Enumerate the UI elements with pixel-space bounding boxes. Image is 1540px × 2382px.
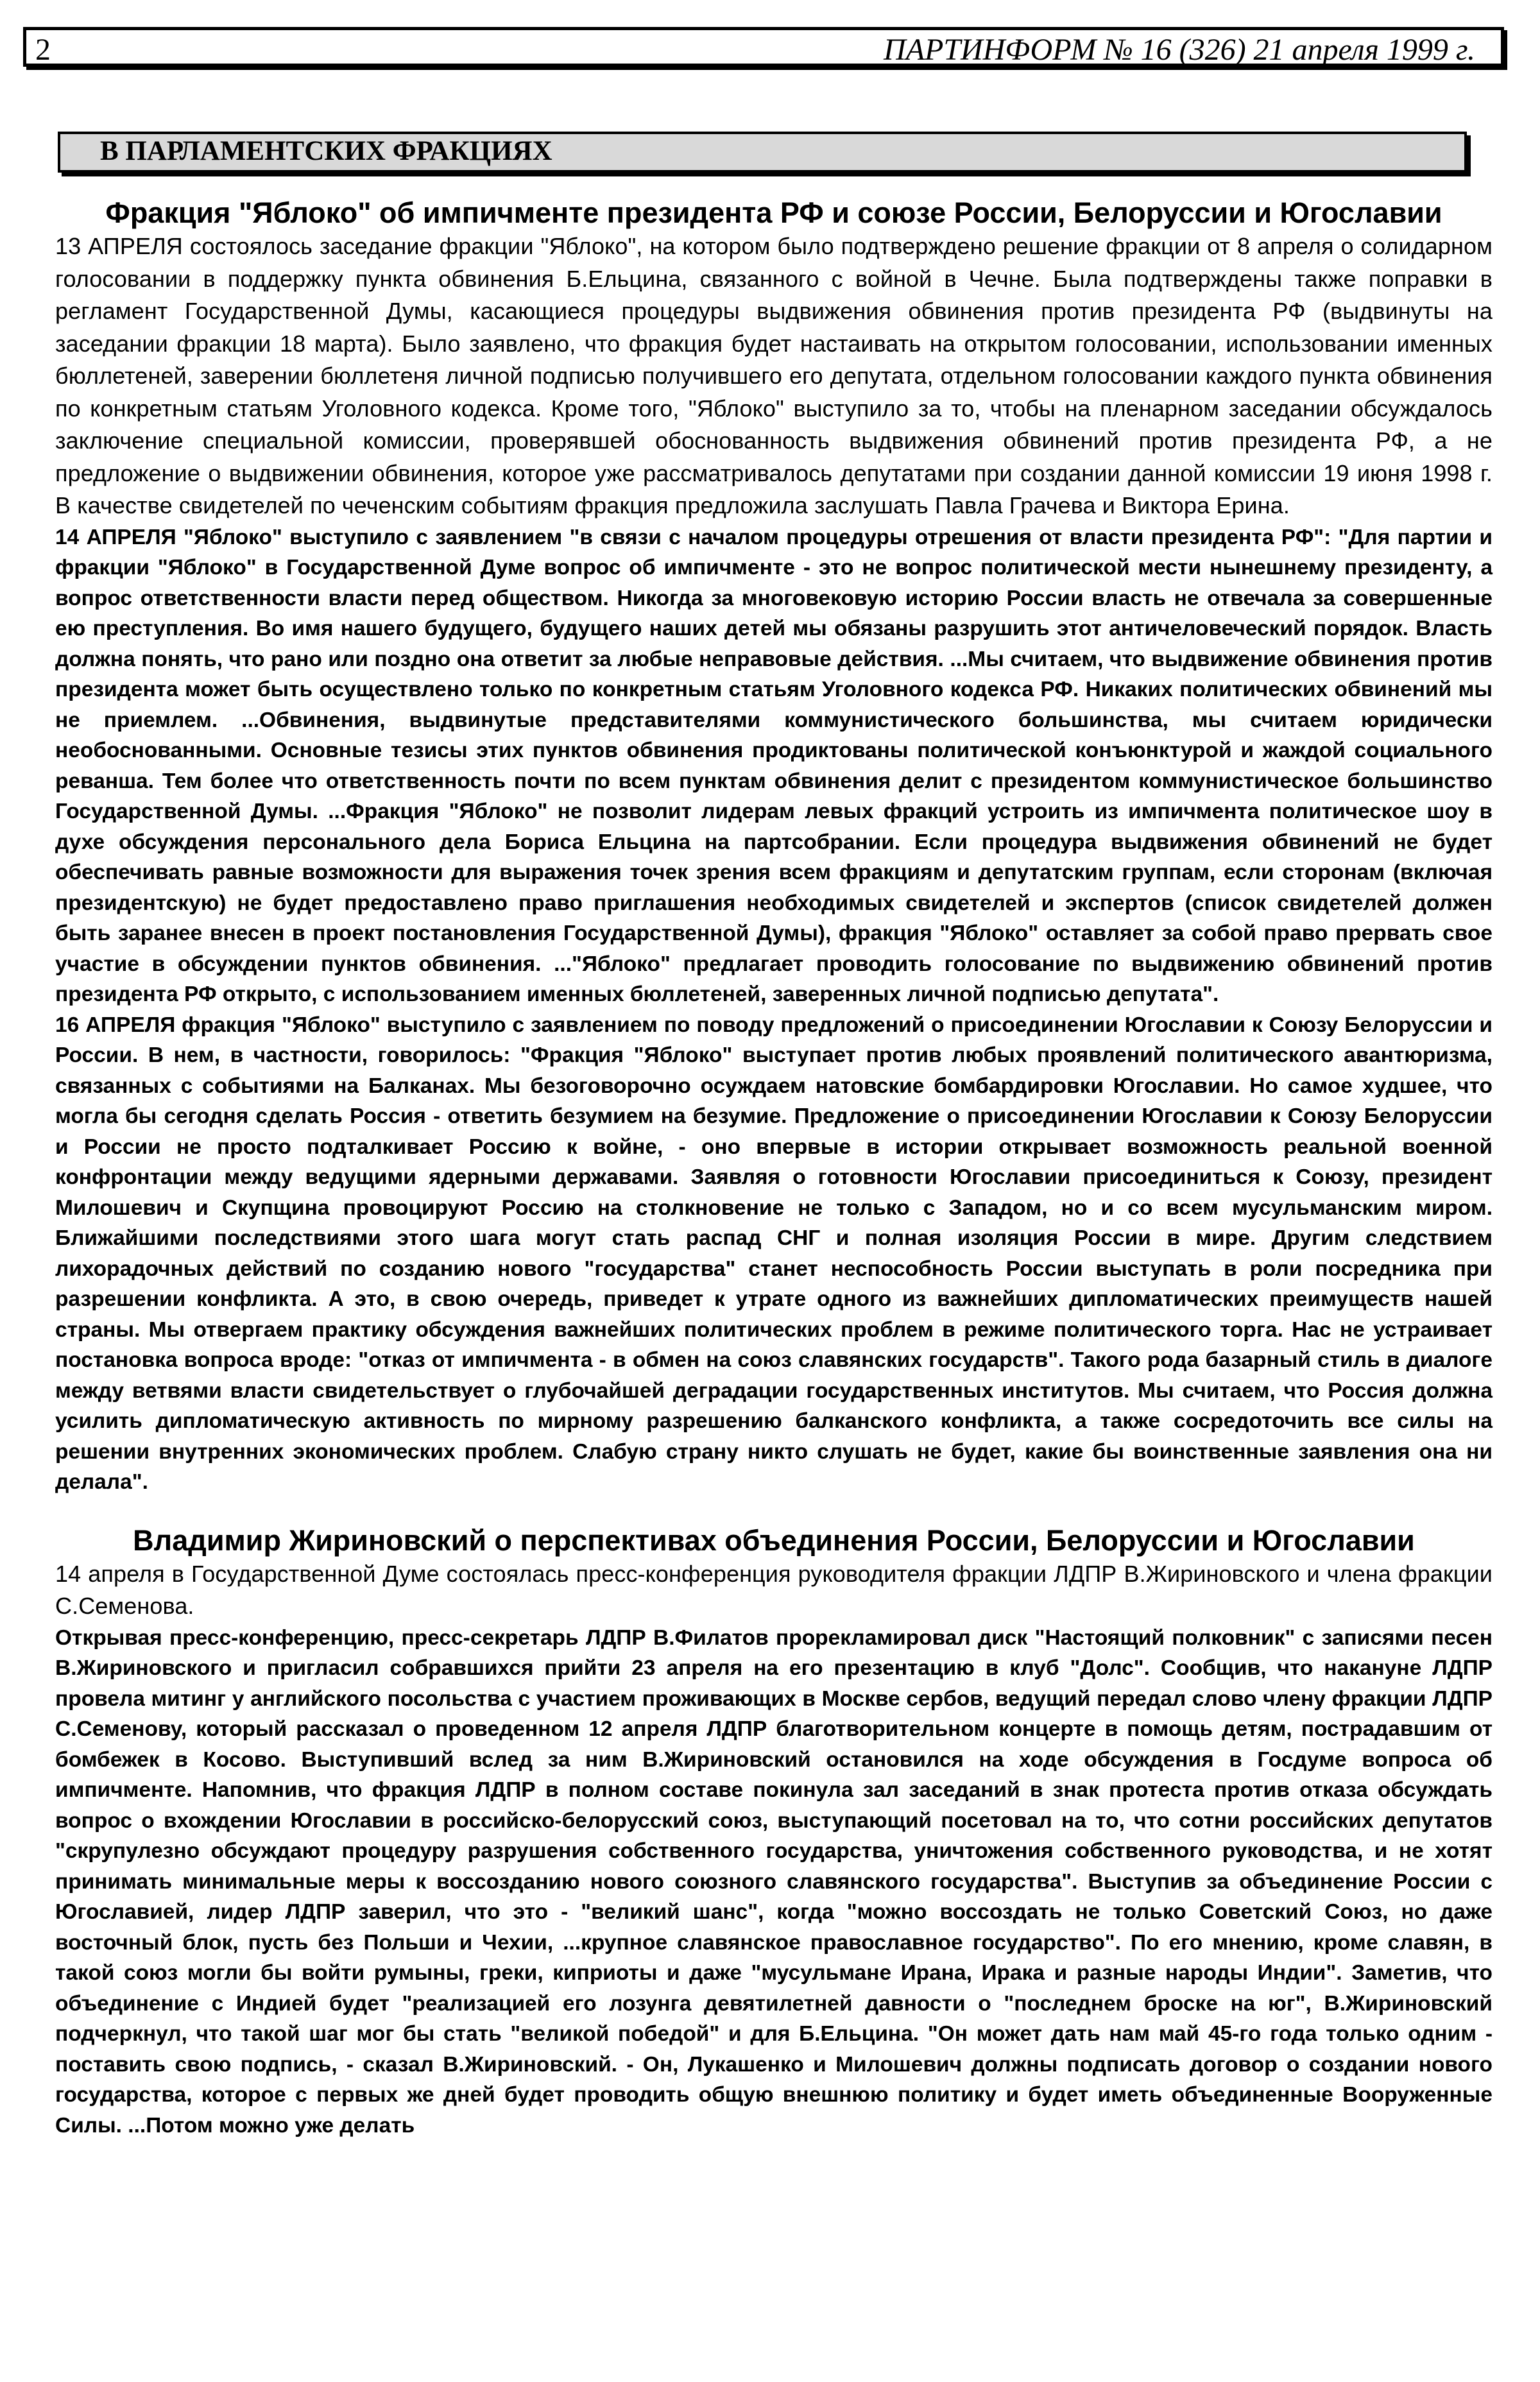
article-lead-paragraph: 13 АПРЕЛЯ состоялось заседание фракции "Яблоко", на котором было подтверждено решение фракции от 8 апреля о солидарном голосовании в поддержку пункта обвинения Б.Ельцина, связанного с войной в Чечне. Была подтверждены также поправки в регламент Государственной Думы, касающиеся процедуры выдвижения обвинения против президента РФ (выдвинуты на заседании фракции 18 марта). Было заявлено, что фракция будет настаивать на открытом голосовании, использовании именных бюллетеней, заверении бюллетеня личной подписью получившего его депутата, отдельном голосовании каждого пункта обвинения по конкретным статьям Уголовного кодекса. Кроме того, "Яблоко" выступило за то, чтобы на пленарном заседании обсуждалось заключение специальной комиссии, проверявшей обоснованность выдвижения обвинений против президента РФ, а не предложение о выдвижении обвинения, которое уже рассматривалось депутатами при создании данной комиссии 19 июня 1998 г. В качестве свидетелей по чеченским событиям фракция предложила заслушать Павла Грачева и Виктора Ерина.	[55, 233, 1493, 518]
article-body-paragraph: 14 АПРЕЛЯ "Яблоко" выступило с заявлением "в связи с началом процедуры отрешения от власти президента РФ": "Для партии и фракции "Яблоко" в Государственной Думе вопрос об импичменте - это не вопрос политической мести нынешнему президенту, а вопрос ответственности власти перед обществом. Никогда за многовековую историю России власть не отвечала за совершенные ею преступления. Во имя нашего будущего, будущего наших детей мы обязаны разрушить этот античеловеческий порядок. Власть должна понять, что рано или поздно она ответит за любые неправовые действия. ...Мы считаем, что выдвижение обвинения против президента может быть осуществлено только по конкретным статьям Уголовного кодекса РФ. Никаких политических обвинений мы не приемлем. ...Обвинения, выдвинутые представителями коммунистического большинства, мы считаем юридически необоснованными. Основные тезисы этих пунктов обвинения продиктованы политической конъюнктурой и жаждой социального реванша. Тем более что ответственность почти по всем пунктам обвинения делит с президентом коммунистическое большинство Государственной Думы. ...Фракция "Яблоко" не позволит лидерам левых фракций устроить из импичмента политическое шоу в духе обсуждения персонального дела Бориса Ельцина на партсобрании. Если процедура выдвижения обвинений не будет обеспечивать равные возможности для выражения точек зрения всем фракциям и депутатским группам, если сторонам (включая президентскую) не будет предоставлено право приглашения необходимых свидетелей и экспертов (список свидетелей должен быть заранее внесен в проект постановления Государственной Думы), фракция "Яблоко" оставляет за собой право прервать свое участие в обсуждении пунктов обвинения. ..."Яблоко" предлагает проводить голосование по выдвижению обвинений против президента РФ открыто, с использованием именных бюллетеней, заверенных личной подписью депутата".	[55, 525, 1493, 1006]
article-lead-paragraph: 14 апреля в Государственной Думе состоялась пресс-конференция руководителя фракции ЛДПР В.Жириновского и члена фракции С.Семенова.	[55, 1560, 1493, 1619]
article-title-zhirinovsky: Владимир Жириновский о перспективах объединения России, Белоруссии и Югославии	[133, 1523, 1415, 1557]
article-content	[55, 196, 1493, 2141]
article-title-yabloko: Фракция "Яблоко" об импичменте президента РФ и союзе России, Белоруссии и Югославии	[105, 196, 1442, 229]
page-number: 2	[35, 33, 51, 67]
issue-line: ПАРТИНФОРМ № 16 (326) 21 апреля 1999 г.	[884, 33, 1475, 67]
issue-header	[23, 27, 1504, 67]
article-body-paragraph: 16 АПРЕЛЯ фракция "Яблоко" выступило с заявлением по поводу предложений о присоединении Югославии к Союзу Белоруссии и России. В нем, в частности, говорилось: "Фракция "Яблоко" выступает против любых проявлений политического авантюризма, связанных с событиями на Балканах. Мы безоговорочно осуждаем натовские бомбардировки Югославии. Но самое худшее, что могла бы сегодня сделать Россия - ответить безумием на безумие. Предложение о присоединении Югославии к Союзу Белоруссии и России не просто подталкивает Россию к войне, - оно впервые в истории открывает возможность реальной военной конфронтации между ведущими ядерными державами. Заявляя о готовности Югославии присоединиться к Союзу, президент Милошевич и Скупщина провоцируют Россию на столкновение не только с Западом, но и со всем мусульманским миром. Ближайшими последствиями этого шага могут стать распад СНГ и полная изоляция России в мире. Другим следствием лихорадочных действий по созданию нового "государства" станет неспособность России выступать в роли посредника при разрешении конфликта. А это, в свою очередь, приведет к утрате одного из важнейших дипломатических преимуществ нашей страны. Мы отвергаем практику обсуждения важнейших политических проблем в режиме политического торга. Нас не устраивает постановка вопроса вроде: "отказ от импичмента - в обмен на союз славянских государств". Такого рода базарный стиль в диалоге между ветвями власти свидетельствует о глубочайшей деградации государственных институтов. Мы считаем, что Россия должна усилить дипломатическую активность по мирному разрешению балканского конфликта, а также сосредоточить все силы на решении внутренних экономических проблем. Слабую страну никто слушать не будет, какие бы воинственные заявления она ни делала".	[55, 1013, 1493, 1494]
article-body-paragraph: Открывая пресс-конференцию, пресс-секретарь ЛДПР В.Филатов прорекламировал диск "Настоящий полковник" с записями песен В.Жириновского и пригласил собравшихся прийти 23 апреля на его презентацию в клуб "Долс". Сообщив, что накануне ЛДПР провела митинг у английского посольства с участием проживающих в Москве сербов, ведущий передал слово члену фракции ЛДПР С.Семенову, который рассказал о проведенном 12 апреля ЛДПР благотворительном концерте в помощь детям, пострадавшим от бомбежек в Косово. Выступивший вслед за ним В.Жириновский остановился на ходе обсуждения в Госдуме вопроса об импичменте. Напомнив, что фракция ЛДПР в полном составе покинула зал заседаний в знак протеста против отказа обсуждать вопрос о вхождении Югославии в российско-белорусский союз, выступающий посетовал на то, что сотни российских депутатов "скрупулезно обсуждают процедуру разрушения собственного государства, уничтожения собственного руководства, и не хотят принимать минимальные меры к воссозданию нового союзного славянского государства". Выступив за объединение России с Югославией, лидер ЛДПР заверил, что это - "великий шанс", когда "можно воссоздать не только Советский Союз, но даже восточный блок, пусть без Польши и Чехии, ...крупное славянское православное государство". По его мнению, кроме славян, в такой союз могли бы войти румыны, греки, киприоты и даже "мусульмане Ирана, Ирака и разные народы Индии". Заметив, что объединение с Индией будет "реализацией его лозунга девятилетней давности о "последнем броске на юг", В.Жириновский подчеркнул, что такой шаг мог бы стать "великой победой" и для Б.Ельцина. "Он может дать нам май 45-го года только одним - поставить свою подпись, - сказал В.Жириновский. - Он, Лукашенко и Милошевич должны подписать договор о создании нового государства, которое с первых же дней будет проводить общую внешнюю политику и будет иметь объединенные Вооруженные Силы. ...Потом можно уже делать	[55, 1625, 1493, 2138]
section-title: В ПАРЛАМЕНТСКИХ ФРАКЦИЯХ	[58, 132, 1467, 173]
